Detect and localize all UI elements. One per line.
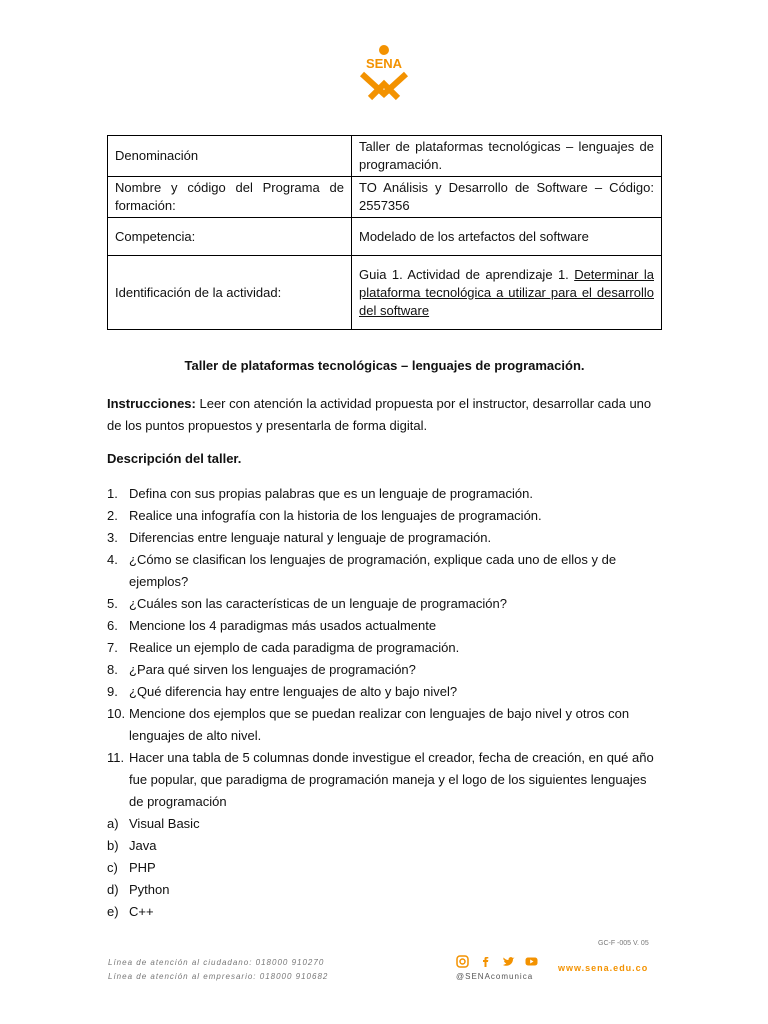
website-link[interactable]: www.sena.edu.co <box>558 963 649 973</box>
list-item-text: Mencione los 4 paradigmas más usados actualmente <box>129 618 437 633</box>
list-item-number: b) <box>107 838 119 853</box>
footer-contact <box>108 956 328 984</box>
list-item-number: 3. <box>107 530 118 545</box>
task-list <box>107 483 662 923</box>
list-item <box>107 505 662 527</box>
value-programa: TO Análisis y Desarrollo de Software – Código: 2557356 <box>352 177 662 218</box>
value-denominacion: Taller de plataformas tecnológicas – lenguajes de programación. <box>352 136 662 177</box>
list-item-text: Mencione dos ejemplos que se puedan realizar con lenguajes de bajo nivel y otros con lenguajes de alto nivel. <box>129 706 630 743</box>
instructions-label: Instrucciones: <box>107 396 196 411</box>
list-item-text: ¿Cuáles son las características de un lenguaje de programación? <box>129 596 507 611</box>
list-item <box>107 593 662 615</box>
footer-line-empresario: Línea de atención al empresario: 018000 910682 <box>108 972 329 981</box>
form-code: GC-F -005 V. 05 <box>598 940 649 947</box>
instructions-text: Leer con atención la actividad propuesta por el instructor, desarrollar cada uno de los puntos propuestos y presentarla de forma digital. <box>107 396 652 433</box>
list-item-text: Visual Basic <box>129 816 200 831</box>
list-item-number: 1. <box>107 486 118 501</box>
twitter-icon[interactable] <box>502 955 515 968</box>
list-item-number: 11. <box>107 750 125 765</box>
list-item-number: 6. <box>107 618 118 633</box>
list-item-text: Realice una infografía con la historia de los lenguajes de programación. <box>129 508 542 523</box>
list-item <box>107 659 662 681</box>
list-item <box>107 637 662 659</box>
list-item-number: 9. <box>107 684 118 699</box>
value-identificacion-prefix: Guia 1. Actividad de aprendizaje 1. <box>359 266 569 282</box>
facebook-icon[interactable] <box>479 955 492 968</box>
workshop-title: Taller de plataformas tecnológicas – lenguajes de programación. <box>184 358 585 373</box>
list-item-number: 4. <box>107 552 118 567</box>
list-item-number: 5. <box>107 596 118 611</box>
list-item-text: Defina con sus propias palabras que es un lenguaje de programación. <box>129 486 533 501</box>
footer-line-ciudadano: Línea de atención al ciudadano: 018000 910270 <box>108 958 325 967</box>
sena-logo <box>356 44 412 102</box>
list-item <box>107 901 662 923</box>
list-item-number: a) <box>107 816 119 831</box>
list-item-text: Hacer una tabla de 5 columnas donde investigue el creador, fecha de creación, en qué año fue popular, que paradigma de programación maneja y el logo de los siguientes lenguajes de programación <box>129 750 654 809</box>
list-item <box>107 681 662 703</box>
list-item-text: Java <box>129 838 157 853</box>
instructions <box>107 393 662 437</box>
list-item-text: ¿Cómo se clasifican los lenguajes de programación, explique cada uno de ellos y de ejemplos? <box>129 552 617 589</box>
list-item-text: Diferencias entre lenguaje natural y lenguaje de programación. <box>129 530 492 545</box>
value-identificacion-underlined: Determinar la plataforma tecnológica a utilizar para el desarrollo del software <box>359 266 654 318</box>
list-item-number: d) <box>107 882 119 897</box>
value-competencia: Modelado de los artefactos del software <box>352 218 662 256</box>
list-item-number: 7. <box>107 640 118 655</box>
instagram-icon[interactable] <box>456 955 469 968</box>
activity-info-table <box>107 135 662 330</box>
youtube-icon[interactable] <box>525 955 538 968</box>
list-item <box>107 879 662 901</box>
list-item <box>107 747 662 813</box>
value-identificacion <box>352 256 662 330</box>
list-item <box>107 483 662 505</box>
label-denominacion: Denominación <box>108 136 352 177</box>
list-item-text: PHP <box>129 860 156 875</box>
list-item <box>107 549 662 593</box>
list-item-number: 8. <box>107 662 118 677</box>
list-item <box>107 615 662 637</box>
list-item <box>107 857 662 879</box>
list-item-text: Realice un ejemplo de cada paradigma de programación. <box>129 640 460 655</box>
svg-text:SENA: SENA <box>365 56 403 71</box>
list-item <box>107 813 662 835</box>
label-programa: Nombre y código del Programa de formación: <box>108 177 352 218</box>
list-item <box>107 703 662 747</box>
list-item-number: e) <box>107 904 119 919</box>
list-item-text: ¿Qué diferencia hay entre lenguajes de alto y bajo nivel? <box>129 684 458 699</box>
list-item-number: c) <box>107 860 118 875</box>
list-item-number: 10. <box>107 706 126 721</box>
list-item-number: 2. <box>107 508 118 523</box>
list-item <box>107 527 662 549</box>
label-competencia: Competencia: <box>108 218 352 256</box>
list-item-text: ¿Para qué sirven los lenguajes de programación? <box>129 662 416 677</box>
description-heading: Descripción del taller. <box>107 451 242 466</box>
list-item-text: C++ <box>129 904 154 919</box>
social-icons <box>456 955 538 968</box>
list-item-text: Python <box>129 882 170 897</box>
social-handle: @SENAcomunica <box>456 972 534 981</box>
list-item <box>107 835 662 857</box>
label-identificacion: Identificación de la actividad: <box>108 256 352 330</box>
